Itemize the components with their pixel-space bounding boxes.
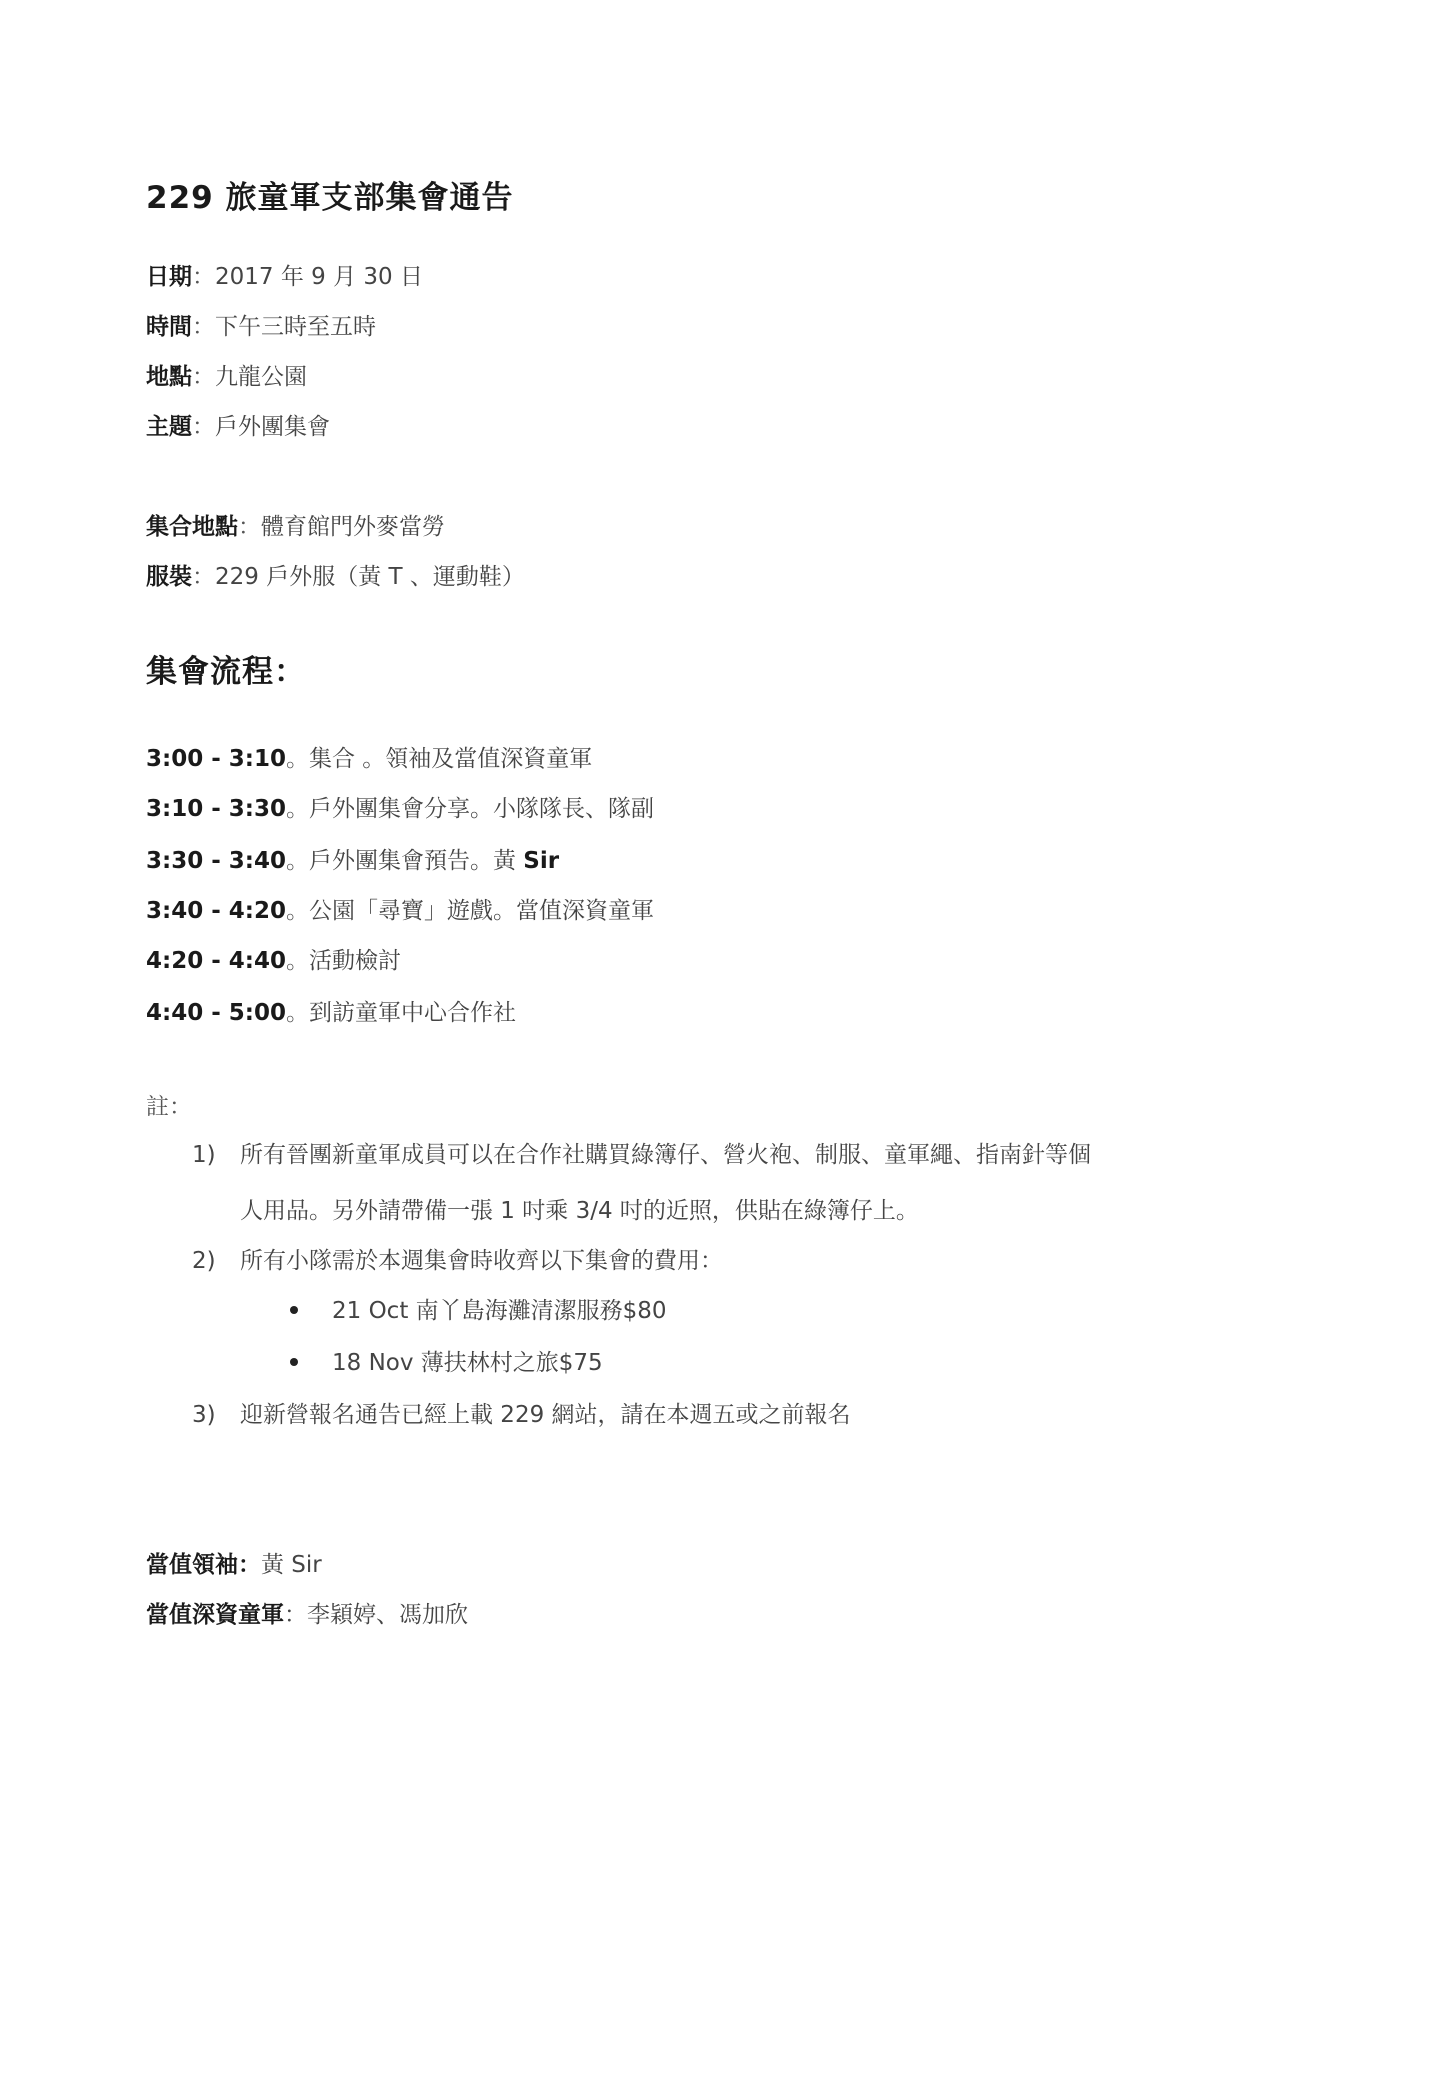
duty-leader-label: 當值領袖 [146, 1552, 238, 1578]
duty-senior-label: 當值深資童軍 [146, 1602, 284, 1628]
schedule-time: 3:30 - 3:40 [146, 848, 286, 874]
schedule-sep: 。 [285, 848, 309, 874]
meeting-point-field [146, 512, 445, 542]
fee-item [290, 1296, 667, 1326]
schedule-title: 集會流程： [146, 654, 306, 690]
schedule-item [146, 794, 654, 824]
bullet-icon [290, 1358, 298, 1366]
place-value: 九龍公園 [215, 364, 307, 390]
uniform-sep: ： [192, 564, 215, 590]
note-3-text: 迎新營報名通告已經上載 229 網站，請在本週五或之前報名 [240, 1402, 851, 1428]
place-label: 地點 [146, 364, 192, 390]
theme-sep: ： [192, 414, 215, 440]
note-1-line-2: 人用品。另外請帶備一張 1 吋乘 3/4 吋的近照，供貼在綠簿仔上。 [240, 1198, 919, 1224]
schedule-sep: 。 [285, 796, 309, 822]
schedule-time: 4:20 - 4:40 [146, 948, 286, 974]
date-value: 2017 年 9 月 30 日 [215, 264, 423, 290]
fee-text: 21 Oct 南丫島海灘清潔服務$80 [332, 1298, 667, 1324]
schedule-item [146, 946, 401, 976]
duty-senior-sep: ： [284, 1602, 307, 1628]
schedule-desc: 公園「尋寶」遊戲。當值深資童軍 [308, 898, 654, 924]
time-sep: ： [192, 314, 215, 340]
note-2-text: 所有小隊需於本週集會時收齊以下集會的費用： [240, 1248, 723, 1274]
uniform-field [146, 562, 525, 592]
schedule-item [146, 744, 592, 774]
schedule-desc-bold: Sir [523, 848, 560, 874]
bullet-icon [290, 1306, 298, 1314]
duty-leader-sep: ： [238, 1552, 261, 1578]
meeting-point-sep: ： [238, 514, 261, 540]
note-1-line-1: 所有晉團新童軍成員可以在合作社購買綠簿仔、營火袍、制服、童軍繩、指南針等個 [240, 1142, 1091, 1168]
theme-value: 戶外團集會 [215, 414, 330, 440]
duty-senior [146, 1600, 468, 1630]
schedule-desc: 戶外團集會預告。黃 [308, 848, 524, 874]
duty-leader-value: 黃 Sir [261, 1552, 322, 1578]
schedule-sep: 。 [285, 1000, 309, 1026]
place-field [146, 362, 307, 392]
schedule-time: 3:00 - 3:10 [146, 746, 286, 772]
schedule-desc: 戶外團集會分享。小隊隊長、隊副 [308, 796, 654, 822]
schedule-time: 3:10 - 3:30 [146, 796, 286, 822]
note-1-number: 1) [192, 1142, 216, 1168]
fee-item [290, 1348, 603, 1378]
schedule-desc: 到訪童軍中心合作社 [308, 1000, 516, 1026]
uniform-value: 229 戶外服（黃 T 、運動鞋） [215, 564, 525, 590]
time-field [146, 312, 376, 342]
fee-text: 18 Nov 薄扶林村之旅$75 [332, 1350, 603, 1376]
meeting-point-value: 體育館門外麥當勞 [261, 514, 445, 540]
schedule-item [146, 998, 516, 1028]
date-label: 日期 [146, 264, 192, 290]
duty-leader [146, 1550, 322, 1580]
theme-field [146, 412, 330, 442]
page-title: 229 旅童軍支部集會通告 [146, 180, 514, 216]
schedule-sep: 。 [285, 746, 309, 772]
note-2-number: 2) [192, 1248, 216, 1274]
schedule-item [146, 846, 559, 876]
schedule-time: 3:40 - 4:20 [146, 898, 286, 924]
date-field [146, 262, 423, 292]
schedule-sep: 。 [285, 898, 309, 924]
uniform-label: 服裝 [146, 564, 192, 590]
schedule-item [146, 896, 654, 926]
place-sep: ： [192, 364, 215, 390]
schedule-desc: 活動檢討 [308, 948, 401, 974]
theme-label: 主題 [146, 414, 192, 440]
schedule-sep: 。 [285, 948, 309, 974]
schedule-desc: 集合 。領袖及當值深資童軍 [308, 746, 593, 772]
note-3-number: 3) [192, 1402, 216, 1428]
time-value: 下午三時至五時 [215, 314, 376, 340]
schedule-time: 4:40 - 5:00 [146, 1000, 286, 1026]
time-label: 時間 [146, 314, 192, 340]
duty-senior-value: 李穎婷、馮加欣 [307, 1602, 468, 1628]
date-sep: ： [192, 264, 215, 290]
meeting-point-label: 集合地點 [146, 514, 238, 540]
notes-label: 註： [146, 1094, 192, 1120]
